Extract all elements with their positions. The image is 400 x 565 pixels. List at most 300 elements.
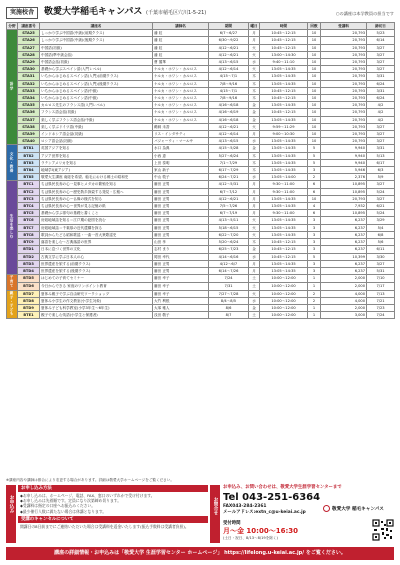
course-time: 13:05〜14:00: [260, 174, 308, 181]
session-count: 2: [308, 297, 321, 304]
instructor: 藤田 正男: [153, 260, 209, 267]
footer-suffix: をご覧ください。: [305, 550, 346, 556]
weekday: 火: [249, 66, 260, 73]
course-fee: 20,793: [321, 44, 367, 51]
course-period: 5/20〜6/24: [209, 239, 249, 246]
deadline: 7/24: [367, 312, 395, 319]
instructor: 藤田 正男: [153, 224, 209, 231]
course-title: ラテンアメリカを知る: [40, 159, 153, 166]
session-count: 10: [308, 66, 321, 73]
course-code[interactable]: STA39: [18, 131, 40, 138]
instructor: 藤田 正男: [153, 181, 209, 188]
course-time: 9:40〜11:10: [260, 59, 308, 66]
session-count: 2: [308, 174, 321, 181]
instructor: 志村 まり: [153, 246, 209, 253]
course-period: 4/15〜7/1: [209, 73, 249, 80]
course-table: [6, 22, 395, 319]
course-code[interactable]: STA36: [18, 109, 40, 116]
weekday: 木: [249, 152, 260, 159]
course-code[interactable]: BT83: [18, 159, 40, 166]
course-fee: 9,940: [321, 152, 367, 159]
deadline: 3/27: [367, 59, 395, 66]
course-time: 10:45〜12:15: [260, 44, 308, 51]
course-title: しっかり学ぶ中国語(中級)(前期クラス): [40, 30, 153, 37]
course-period: 4/12〜6/14: [209, 66, 249, 73]
instructor: 潘 虹: [153, 37, 209, 44]
table-row: [7, 30, 395, 37]
course-period: 7/31: [209, 282, 249, 290]
deadline: 3/27: [367, 131, 395, 138]
course-fee: 6,237: [321, 224, 367, 231]
session-count: 4: [308, 203, 321, 210]
weekday: 火: [249, 217, 260, 224]
course-period: 7/24: [209, 275, 249, 283]
footer-url-link[interactable]: https://lifelong.u-keiai.ac.jp/: [224, 550, 305, 556]
course-fee: 6,237: [321, 239, 367, 246]
table-row: [7, 123, 395, 130]
course-fee: 4,000: [321, 290, 367, 297]
weekday: 金: [249, 102, 260, 109]
course-code[interactable]: STA26: [18, 37, 40, 44]
deadline: 4/2: [367, 109, 395, 116]
instructor: 藤田 正男: [153, 188, 209, 195]
instructor: ケルカ・ホワン・カルロス: [153, 95, 209, 102]
table-row: [7, 290, 395, 297]
course-time: 13:05〜14:35: [260, 102, 308, 109]
table-row: [7, 210, 395, 217]
course-code[interactable]: BTC5: [18, 210, 40, 217]
table-row: [7, 138, 395, 145]
course-fee: 2,000: [321, 305, 367, 312]
course-period: 4/15〜7/1: [209, 87, 249, 94]
instructor: 小西 恵: [153, 152, 209, 159]
course-fee: 9,940: [321, 159, 367, 166]
table-row: [7, 267, 395, 274]
course-code[interactable]: STA28: [18, 51, 40, 58]
course-time: 13:00〜14:30: [260, 51, 308, 58]
session-count: 5: [308, 145, 321, 152]
deadline: 5/4: [367, 224, 395, 231]
course-period: 4/12〜6/7: [209, 260, 249, 267]
course-code[interactable]: BTC2: [18, 188, 40, 195]
cancel-title: 受講のキャンセルについて: [18, 516, 208, 523]
session-count: 10: [308, 131, 321, 138]
column-header: 時間: [260, 23, 308, 30]
weekday: 月: [249, 260, 260, 267]
course-time: 13:05〜14:35: [260, 116, 308, 123]
course-title: 基礎から学ぶ俳句の基礎と書くこと: [40, 210, 153, 217]
course-code[interactable]: BT82: [18, 152, 40, 159]
course-time: 9:30〜11:00: [260, 181, 308, 188]
table-row: [7, 59, 395, 66]
course-code[interactable]: STA37: [18, 116, 40, 123]
course-code[interactable]: BTD8: [18, 297, 40, 304]
table-row: [7, 181, 395, 188]
course-title: 地域学Ⅰ(東アジア): [40, 167, 153, 174]
course-code[interactable]: BTC8: [18, 231, 40, 238]
qr-code-icon[interactable]: [372, 519, 394, 541]
table-row: [7, 312, 395, 319]
deadline: 5/31: [367, 267, 395, 274]
course-code[interactable]: BTD1: [18, 246, 40, 253]
table-row: [7, 275, 395, 283]
course-code[interactable]: STA34: [18, 95, 40, 102]
category-text: 文化・教養: [10, 151, 15, 173]
course-code[interactable]: STA40: [18, 138, 40, 145]
course-title: ちば県民長寿の心一見事とメダカの繁殖を知る: [40, 181, 153, 188]
instructor: 岡田 幸代: [153, 253, 209, 260]
course-fee: 10,895: [321, 210, 367, 217]
course-code[interactable]: BTC9: [18, 239, 40, 246]
course-period: 7/1〜7/29: [209, 159, 249, 166]
venue-tag: 実施校舎: [6, 7, 38, 19]
course-period: 7/27〜7/28: [209, 290, 249, 297]
course-time: 13:05〜14:35: [260, 231, 308, 238]
course-fee: 10,399: [321, 253, 367, 260]
table-row: [7, 159, 395, 166]
page-header: [6, 6, 394, 20]
course-title: 房総地域誌＝千葉県の近代遺構を探る: [40, 224, 153, 231]
phone-number[interactable]: Tel 043-251-6364: [223, 492, 321, 503]
course-time: 10:45〜12:15: [260, 253, 308, 260]
session-count: 10: [308, 102, 321, 109]
instructor: バジャーウィ・マールサ: [153, 138, 209, 145]
course-title: 楽しく学ぶフランス語会話(中級): [40, 116, 153, 123]
weekday: 金: [249, 116, 260, 123]
course-code[interactable]: BTD5: [18, 275, 40, 283]
course-period: 5/27〜6/24: [209, 152, 249, 159]
course-title: アジア世界を知る: [40, 152, 153, 159]
session-count: 10: [308, 87, 321, 94]
column-header: 講座名: [40, 23, 153, 30]
weekday: 木: [249, 167, 260, 174]
deadline: 5/9: [367, 174, 395, 181]
course-period: 6/25〜7/23: [209, 246, 249, 253]
session-count: 1: [308, 282, 321, 290]
course-code[interactable]: BTD2: [18, 253, 40, 260]
course-period: 4/16〜6/18: [209, 116, 249, 123]
course-fee: 20,793: [321, 80, 367, 87]
course-period: 4/13〜6/15: [209, 138, 249, 145]
course-fee: 20,793: [321, 30, 367, 37]
deadline: 4/2: [367, 116, 395, 123]
course-time: 13:05〜14:35: [260, 217, 308, 224]
course-fee: 2,376: [321, 174, 367, 181]
course-code[interactable]: BTD9: [18, 305, 40, 312]
course-time: 13:05〜14:35: [260, 66, 308, 73]
deadline: 3/31: [367, 145, 395, 152]
contact-side-label: [210, 485, 220, 543]
weekday: 木: [249, 73, 260, 80]
instructor: 潘 虹: [153, 30, 209, 37]
course-title: 世界遺産を旅する(前期クラス): [40, 260, 153, 267]
weekday: 火: [249, 51, 260, 58]
course-table-body: [7, 30, 395, 319]
course-time: 13:05〜14:35: [260, 203, 308, 210]
course-period: 4/16〜6/18: [209, 102, 249, 109]
session-count: 10: [308, 30, 321, 37]
course-title: ちば県民長寿の心ー世界が見る記憶の紙: [40, 203, 153, 210]
course-code[interactable]: BTD4: [18, 267, 40, 274]
weekday: 水: [249, 297, 260, 304]
course-title: 房総地域誌を知る＝江戸期の絵図を読む: [40, 217, 153, 224]
course-period: 4/15〜5/28: [209, 145, 249, 152]
weekday: 金: [249, 109, 260, 116]
course-fee: 20,793: [321, 131, 367, 138]
session-count: 10: [308, 123, 321, 130]
course-fee: 10,895: [321, 188, 367, 195]
session-count: 6: [308, 181, 321, 188]
course-time: 10:45〜12:15: [260, 30, 308, 37]
instructor: ケルカ・ホワン・カルロス: [153, 109, 209, 116]
campus-title: 敬愛大学稲毛キャンパス: [44, 7, 143, 17]
table-row: [7, 195, 395, 202]
howto-item: ◆お申し込みは先着順です。定員になり次第締め切ります。: [20, 498, 122, 504]
course-title: ロシア語会話(初級): [40, 138, 153, 145]
category-label: [7, 181, 18, 275]
table-row: [7, 260, 395, 267]
instructor: 藤田 幸子: [153, 282, 209, 290]
course-code[interactable]: BTC4: [18, 203, 40, 210]
deadline: 3/31: [367, 73, 395, 80]
table-row: [7, 253, 395, 260]
office-name: [323, 504, 394, 516]
session-count: 10: [308, 95, 321, 102]
course-period: 6/17〜7/29: [209, 167, 249, 174]
instructor: 潘 虹: [153, 44, 209, 51]
instructor: 鵜飼 未香: [153, 123, 209, 130]
course-fee: 20,793: [321, 87, 367, 94]
course-time: 13:05〜14:35: [260, 224, 308, 231]
instructor: 家山 新子: [153, 167, 209, 174]
category-text: 生活を楽しむ: [10, 214, 15, 239]
course-title: 楽しく学ぶドイツ語(中級): [40, 123, 153, 130]
weekday: 土: [249, 282, 260, 290]
session-count: 10: [308, 73, 321, 80]
table-row: [7, 167, 395, 174]
office-label: 敬愛大学 稲毛キャンパス: [332, 507, 384, 512]
contact-side-text: お問合せ: [213, 497, 218, 515]
header-note: ○の講座は本学教員の担当です: [335, 11, 394, 16]
course-time: 13:05〜14:35: [260, 80, 308, 87]
category-label: [7, 275, 18, 291]
course-period: 7/5〜7/26: [209, 203, 249, 210]
session-count: 5: [308, 152, 321, 159]
table-row: [7, 37, 395, 44]
deadline: 5/13: [367, 152, 395, 159]
weekday: 水: [249, 138, 260, 145]
table-footnote: ※講座内容や講師は都合により変更する場合があります。詳細は敬愛大学ホームページをご覧ください。: [6, 478, 174, 482]
weekday: 金: [249, 305, 260, 312]
course-period: 6/30〜9/22: [209, 37, 249, 44]
instructor: ケルカ・ホワン・カルロス: [153, 116, 209, 123]
course-title: 中国語会話(初級): [40, 59, 153, 66]
course-period: 4/12〜5/31: [209, 181, 249, 188]
weekday: 金: [249, 246, 260, 253]
course-title: 敬愛大生講座 南総を希望。稲毛における郷土の昭和史: [40, 174, 153, 181]
weekday: 水: [249, 59, 260, 66]
course-time: 9:30〜11:00: [260, 188, 308, 195]
footer-text: 講座の詳細情報・お申込みは「敬愛大学 生涯学習センター ホームページ」: [54, 550, 223, 556]
email-address[interactable]: メールアドレス:extn_c@u-keiai.ac.jp: [223, 510, 306, 515]
session-count: 10: [308, 37, 321, 44]
course-time: 13:05〜14:35: [260, 159, 308, 166]
course-time: 10:45〜12:15: [260, 246, 308, 253]
cancel-text: 開講日の8日前までにご連絡いただいた場合は受講料を返金いたします(振込手数料は受講者負担)。: [20, 523, 189, 529]
table-row: [7, 282, 395, 290]
course-title: 親子で楽しむ英語(小学生と保護者): [40, 312, 153, 319]
session-count: 5: [308, 253, 321, 260]
session-count: 3: [308, 239, 321, 246]
table-row: [7, 131, 395, 138]
course-code[interactable]: BT85: [18, 174, 40, 181]
deadline: 3/27: [367, 181, 395, 188]
course-fee: 20,793: [321, 51, 367, 58]
instructor: 藤田 正男: [153, 217, 209, 224]
session-count: 6: [308, 210, 321, 217]
course-time: 10:00〜12:00: [260, 275, 308, 283]
instructor: 浅田 敬子: [153, 312, 209, 319]
course-code[interactable]: BTE1: [18, 312, 40, 319]
course-title: 世界遺産を旅する(後期クラス): [40, 267, 153, 274]
course-time: 10:00〜12:00: [260, 290, 308, 297]
session-count: 10: [308, 138, 321, 145]
course-code[interactable]: BTC6: [18, 217, 40, 224]
course-time: 10:45〜12:15: [260, 109, 308, 116]
weekday: 土: [249, 275, 260, 283]
instructor: 藤田 正男: [153, 231, 209, 238]
course-code[interactable]: BTC7: [18, 224, 40, 231]
course-code[interactable]: BTC1: [18, 181, 40, 188]
course-code[interactable]: BTC3: [18, 195, 40, 202]
course-code[interactable]: STA25: [18, 30, 40, 37]
instructor: ケルカ・ホワン・カルロス: [153, 73, 209, 80]
course-code[interactable]: STA31: [18, 73, 40, 80]
instructor: 上田 泰明: [153, 159, 209, 166]
session-count: 3: [308, 217, 321, 224]
course-title: 中国語(初級): [40, 44, 153, 51]
weekday: 月: [249, 181, 260, 188]
course-title: いちからはじめるスペイン語(入門)(前期クラス): [40, 73, 153, 80]
course-code[interactable]: STA32: [18, 80, 40, 87]
course-code[interactable]: BTD6: [18, 282, 40, 290]
course-title: いちからはじめるスペイン語(入門)(後期クラス): [40, 80, 153, 87]
deadline: 5/6: [367, 239, 395, 246]
course-code[interactable]: BTD7: [18, 290, 40, 297]
howto-item: ◆受講料は指定の口座へお振込みください。: [20, 503, 96, 509]
course-time: 9:59〜11:29: [260, 123, 308, 130]
course-code[interactable]: STA38: [18, 123, 40, 130]
column-header: 期間: [209, 23, 249, 30]
course-fee: 20,793: [321, 95, 367, 102]
course-title: いちからはじめるスペイン語(中級): [40, 87, 153, 94]
contact-lead: お申込み、お問い合わせは、敬愛大学生涯学習センターまで: [223, 485, 342, 490]
course-code[interactable]: STA27: [18, 44, 40, 51]
table-row: [7, 239, 395, 246]
course-title: カルロス先生のフランス語(入門レベル): [40, 102, 153, 109]
course-fee: 10,895: [321, 181, 367, 188]
course-time: 10:45〜12:15: [260, 87, 308, 94]
instructor: 大竹 利根: [153, 297, 209, 304]
weekday: 火: [249, 224, 260, 231]
course-time: 10:00〜12:00: [260, 312, 308, 319]
session-count: 10: [308, 44, 321, 51]
instructor: 山田 孝: [153, 239, 209, 246]
table-row: [7, 44, 395, 51]
course-code[interactable]: STA33: [18, 87, 40, 94]
course-title: ちば県民長寿の心ー歴史散歩探索する発見・広報へ: [40, 188, 153, 195]
course-period: 4/12〜6/21: [209, 51, 249, 58]
session-count: 3: [308, 267, 321, 274]
course-time: 10:00〜12:00: [260, 297, 308, 304]
course-time: 10:00〜12:00: [260, 282, 308, 290]
course-code[interactable]: BT81: [18, 145, 40, 152]
university-logo-icon: [323, 505, 330, 512]
instructor: 藤田 正男: [153, 195, 209, 202]
session-count: 10: [308, 51, 321, 58]
course-fee: 4,000: [321, 297, 367, 304]
course-time: 9:00〜10:30: [260, 131, 308, 138]
course-period: 6/7〜7/12: [209, 188, 249, 195]
course-code[interactable]: STA35: [18, 102, 40, 109]
table-row: [7, 174, 395, 181]
table-row: [7, 102, 395, 109]
weekday: 火: [249, 290, 260, 297]
deadline: 3/29: [367, 217, 395, 224]
howto-side-label: [6, 485, 16, 543]
deadline: 3/27: [367, 138, 395, 145]
course-fee: 6,237: [321, 217, 367, 224]
weekday: 月: [249, 267, 260, 274]
instructor: ケルカ・ホワン・カルロス: [153, 87, 209, 94]
course-period: 4/12〜6/14: [209, 131, 249, 138]
course-fee: 3,000: [321, 312, 367, 319]
course-code[interactable]: BTD3: [18, 260, 40, 267]
course-time: 10:00〜12:00: [260, 305, 308, 312]
instructor: 中山 敦子: [153, 174, 209, 181]
table-row: [7, 246, 395, 253]
instructor: 藤田 正男: [153, 203, 209, 210]
office-hours: 月〜金 10:00〜16:30: [223, 527, 299, 535]
deadline: 5/23: [367, 30, 395, 37]
deadline: 3/27: [367, 195, 395, 202]
table-row: [7, 87, 395, 94]
course-time: 13:05〜14:35: [260, 138, 308, 145]
session-count: 3: [308, 260, 321, 267]
weekday: 金: [249, 145, 260, 152]
deadline: 3/27: [367, 44, 395, 51]
course-code[interactable]: STA30: [18, 66, 40, 73]
column-header: 曜日: [250, 24, 258, 28]
course-title: 夏休み小学生の作文教室(小学生対象): [40, 297, 153, 304]
deadline: 6/24: [367, 80, 395, 87]
column-header: 締切日: [367, 23, 395, 30]
weekday: 火: [249, 231, 260, 238]
course-code[interactable]: STA29: [18, 59, 40, 66]
hours-note: (土日・祝日、8/13〜8/19を除く): [223, 536, 278, 540]
course-code[interactable]: BT84: [18, 167, 40, 174]
course-fee: 6,237: [321, 260, 367, 267]
table-row: [7, 231, 395, 238]
deadline: 7/10: [367, 275, 395, 283]
weekday: 木: [249, 87, 260, 94]
weekday: 土: [249, 312, 260, 319]
deadline: 6/14: [367, 37, 395, 44]
category-text: 語学: [10, 82, 15, 91]
table-row: [7, 73, 395, 80]
course-time: 10:45〜12:15: [260, 37, 308, 44]
course-title: 夏休み子ども科学教室(小学3年生〜6年生): [40, 305, 153, 312]
